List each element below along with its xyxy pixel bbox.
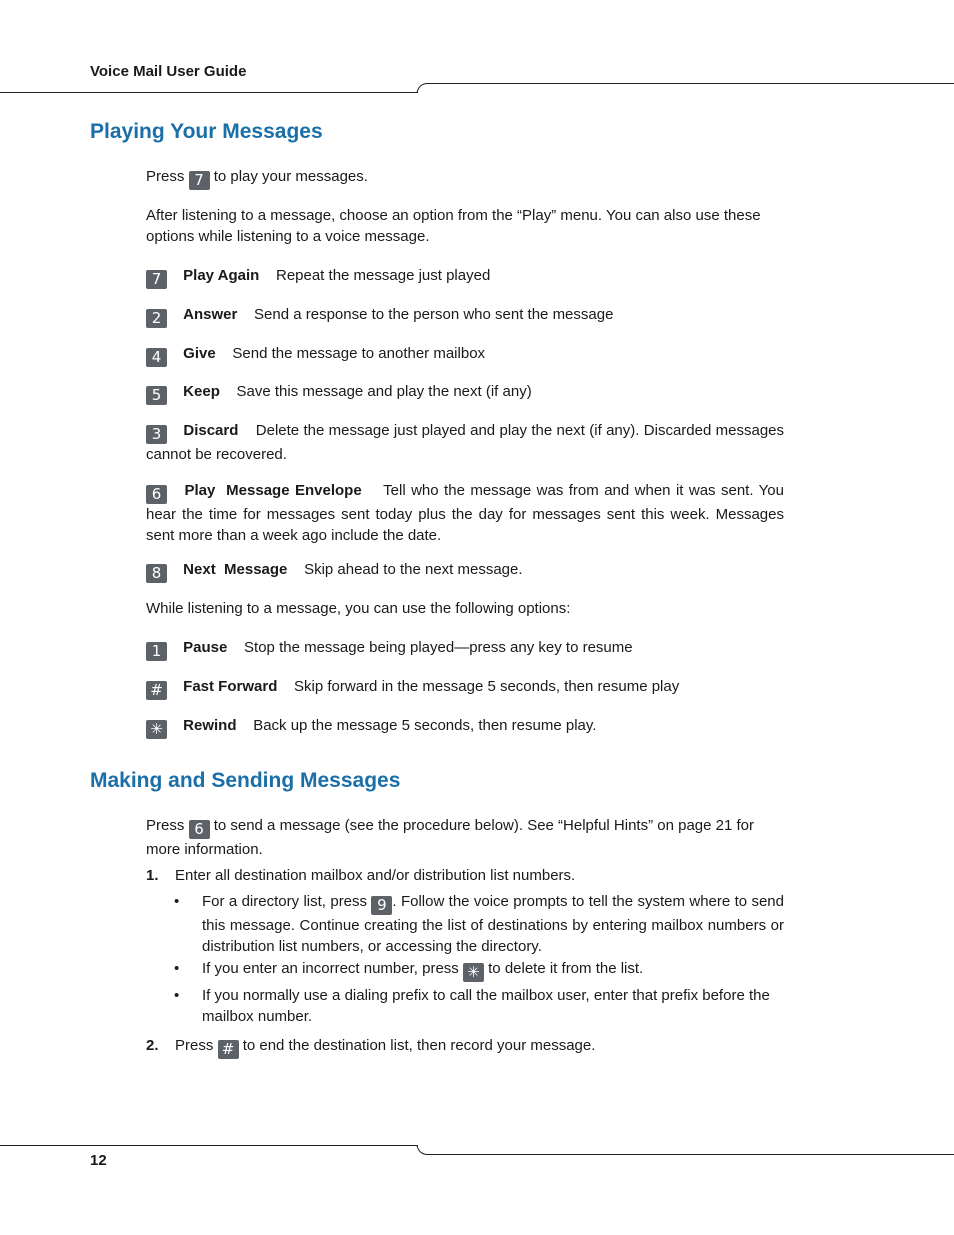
bullet-marker: •: [174, 987, 180, 1004]
option-play-envelope: 6 Play Message Envelope Tell who the message was from and when it was sent. You hear the time for messages sent today plus the day for messages sent this week. Messages sent more than a week ago include the date.: [146, 482, 784, 544]
key-2-icon: 2: [146, 309, 167, 328]
section-title-making: Making and Sending Messages: [90, 769, 401, 792]
step-1-text: Enter all destination mailbox and/or distribution list numbers.: [175, 867, 576, 884]
bullet-marker: •: [174, 960, 180, 977]
key-1-icon: 1: [146, 642, 167, 661]
key-8-icon: 8: [146, 564, 167, 583]
header-rule-right: [426, 83, 954, 84]
header-rule-left: [0, 92, 418, 93]
key-6-icon: 6: [189, 820, 210, 839]
option-fast-forward: # Fast Forward Skip forward in the message 5 seconds, then resume play: [146, 676, 786, 700]
key-7-icon: 7: [189, 171, 210, 190]
key-pound-icon: #: [218, 1040, 239, 1059]
while-listening-text: While listening to a message, you can use the following options:: [146, 600, 571, 617]
key-4-icon: 4: [146, 348, 167, 367]
key-pound-icon: #: [146, 681, 167, 700]
option-discard: 3 Discard Delete the message just played and play the next (if any). Discarded messages cannot be recovered.: [146, 422, 785, 463]
bullet-marker: •: [174, 893, 180, 910]
footer-rule-right: [426, 1154, 954, 1155]
key-5-icon: 5: [146, 386, 167, 405]
option-play-again: 7 Play Again Repeat the message just played: [146, 265, 786, 289]
option-give: 4 Give Send the message to another mailbox: [146, 343, 786, 367]
step-2-number: 2.: [146, 1037, 159, 1054]
footer-rule-left: [0, 1145, 418, 1146]
step-2-text: Press # to end the destination list, then record your message.: [175, 1037, 596, 1058]
bullet-dialing-prefix: If you normally use a dialing prefix to call the mailbox user, enter that prefix before the mailbox number.: [202, 987, 770, 1025]
key-6-icon: 6: [146, 485, 167, 504]
play-intro: After listening to a message, choose an option from the “Play” menu. You can also use these options while listening to a voice message.: [146, 207, 761, 245]
running-header: Voice Mail User Guide: [90, 63, 247, 80]
press-play-line: Press 7 to play your messages.: [146, 168, 368, 189]
option-pause: 1 Pause Stop the message being played—press any key to resume: [146, 637, 786, 661]
key-7-icon: 7: [146, 270, 167, 289]
section-title-playing: Playing Your Messages: [90, 120, 323, 143]
option-keep: 5 Keep Save this message and play the next (if any): [146, 381, 786, 405]
key-star-icon: ✳: [463, 963, 484, 982]
press-send-paragraph: Press 6 to send a message (see the procedure below). See “Helpful Hints” on page 21 for more information.: [146, 817, 754, 858]
key-9-icon: 9: [371, 896, 392, 915]
key-star-icon: ✳: [146, 720, 167, 739]
page-number: 12: [90, 1152, 107, 1169]
bullet-incorrect-number: If you enter an incorrect number, press ✳ to delete it from the list.: [202, 960, 644, 981]
option-rewind: ✳ Rewind Back up the message 5 seconds, then resume play.: [146, 715, 786, 739]
header-rule-curve: [416, 83, 428, 94]
step-1-number: 1.: [146, 867, 159, 884]
option-answer: 2 Answer Send a response to the person who sent the message: [146, 304, 786, 328]
key-3-icon: 3: [146, 425, 167, 444]
option-next-message: 8 Next Message Skip ahead to the next message.: [146, 559, 786, 583]
bullet-directory-list: For a directory list, press 9 . Follow the voice prompts to tell the system where to send this message. Continue creating the list of destinations by entering mailbox numbers or distribution list numbers, or accessing the directory.: [202, 893, 784, 955]
